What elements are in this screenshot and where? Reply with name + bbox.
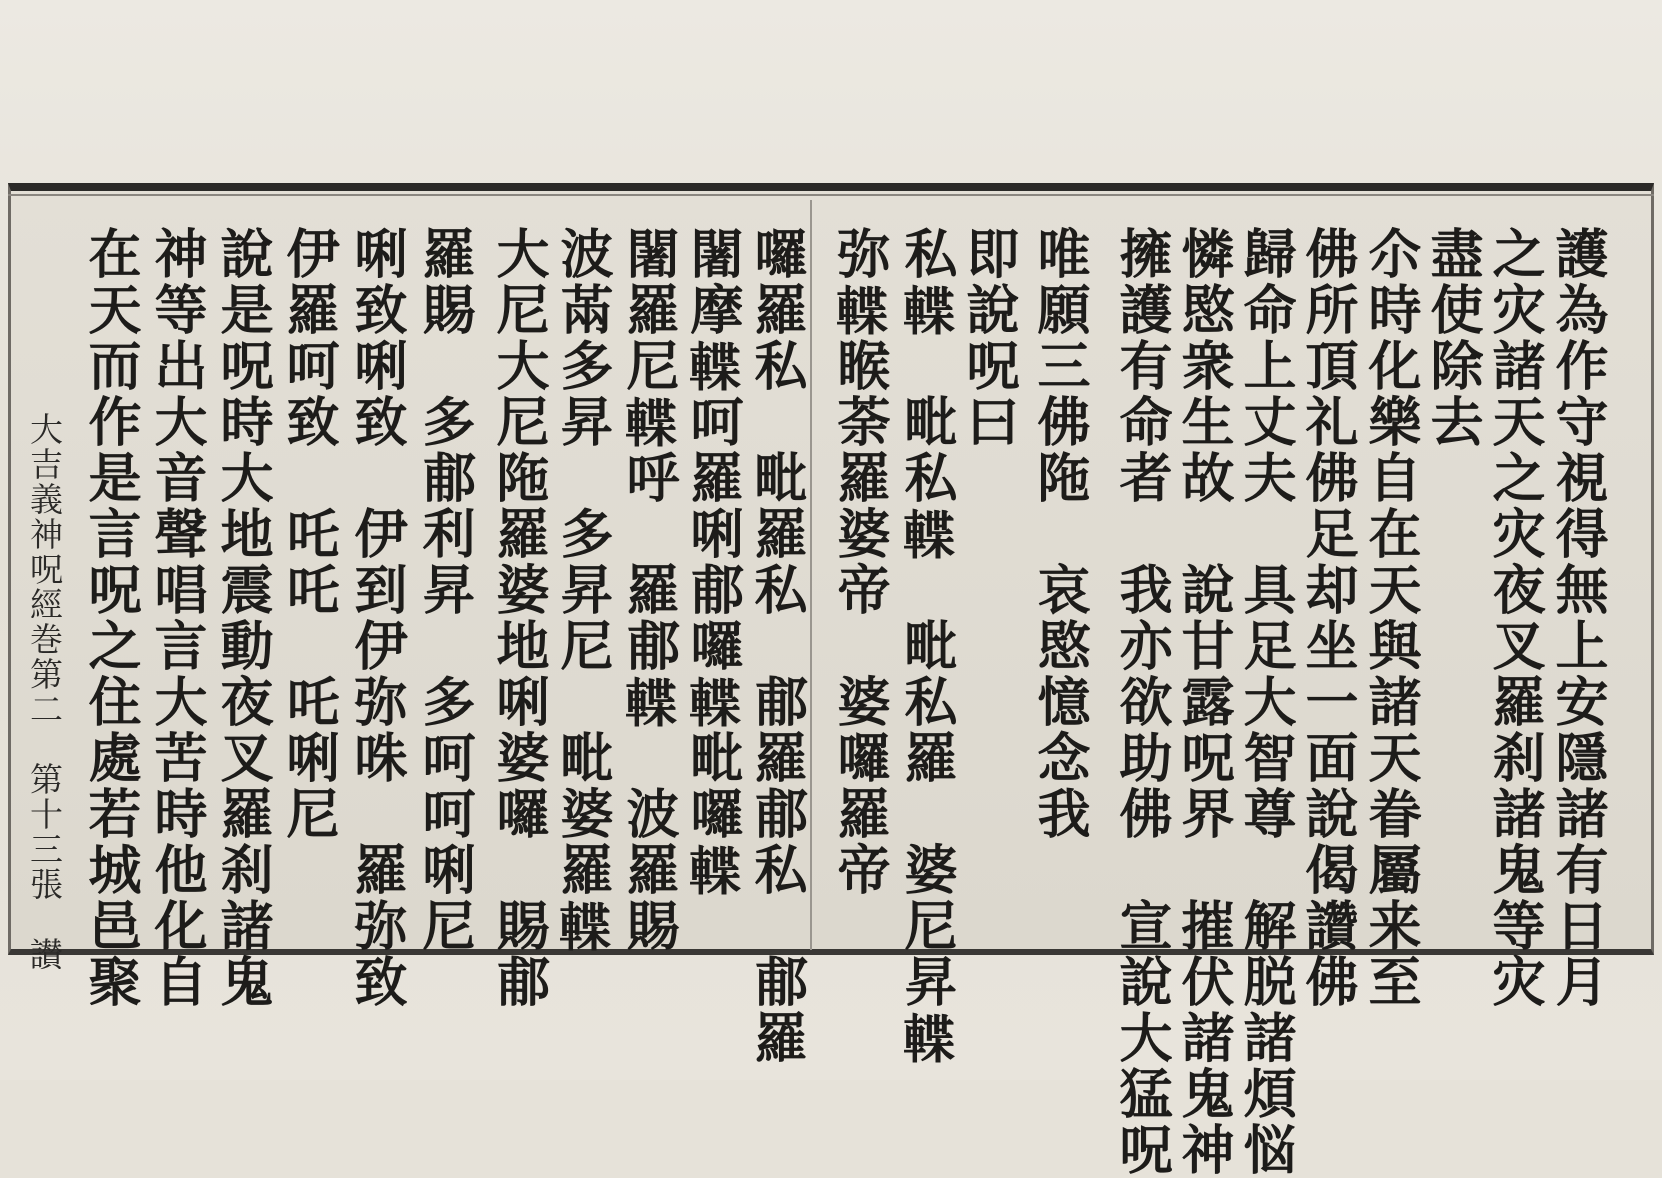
folio-footer: 大吉義神呪經巻第二 第十三張 讃 (25, 412, 64, 972)
text-column-6: 歸命上丈夫 具足大智尊 解脱諸煩悩 (1235, 226, 1297, 1178)
text-column-21: 說是呪時大地震動夜叉羅刹諸鬼 (212, 226, 274, 1010)
text-column-2: 之灾諸天之灾夜叉羅刹諸鬼等灾 (1484, 226, 1546, 1010)
text-column-3: 盡使除去 (1422, 226, 1484, 450)
column-divider (810, 200, 812, 950)
text-column-5: 佛所頂礼佛足却坐一面說偈讚佛 (1297, 226, 1359, 1010)
text-column-20: 伊羅呵致 吒吒 吒唎尼 (278, 226, 340, 842)
text-column-12: 弥𨍕睺荼羅婆帝 婆囉羅帝 (829, 226, 891, 898)
text-column-9: 唯願三佛陁 哀愍憶念我 (1029, 226, 1091, 842)
text-column-15: 闍羅尼𨍕呼 羅郙𨍕 波羅賜 (618, 226, 680, 954)
text-column-14: 闍摩𨍕呵羅唎郙囉𨍕毗囉𨍕 (682, 226, 744, 898)
text-column-19: 唎致唎致 伊到伊弥咮 羅弥致 (346, 226, 408, 1010)
text-column-17: 大尼大尼陁羅婆地唎婆囉 賜郙 (488, 226, 550, 1010)
text-column-22: 神等出大音聲唱言大苦時他化自 (146, 226, 208, 1010)
text-column-18: 羅賜 多郙利昇 多呵呵唎尼 (414, 226, 476, 954)
text-column-1: 護為作守視得無上安隱諸有日月 (1547, 226, 1609, 1010)
text-column-16: 波㒼多昇 多昇尼 毗婆羅𨍕 (552, 226, 614, 954)
text-column-10: 即說呪曰 (958, 226, 1020, 450)
text-column-23: 在天而作是言呪之住處若城邑聚 (80, 226, 142, 1010)
frame-inner-rule (8, 194, 1654, 196)
text-column-4: 尒時化樂自在天與諸天眷屬来至 (1360, 226, 1422, 1010)
text-column-11: 私𨍕 毗私𨍕 毗私羅 婆尼昇𨍕 (896, 226, 958, 1066)
text-column-7: 憐愍衆生故 說甘露呪界 摧伏諸鬼神 (1173, 226, 1235, 1178)
text-column-8: 擁護有命者 我亦欲助佛 宣說大猛呪 (1111, 226, 1173, 1178)
text-column-13: 囉羅私 毗羅私 郙羅郙私 郙羅 (746, 226, 808, 1066)
